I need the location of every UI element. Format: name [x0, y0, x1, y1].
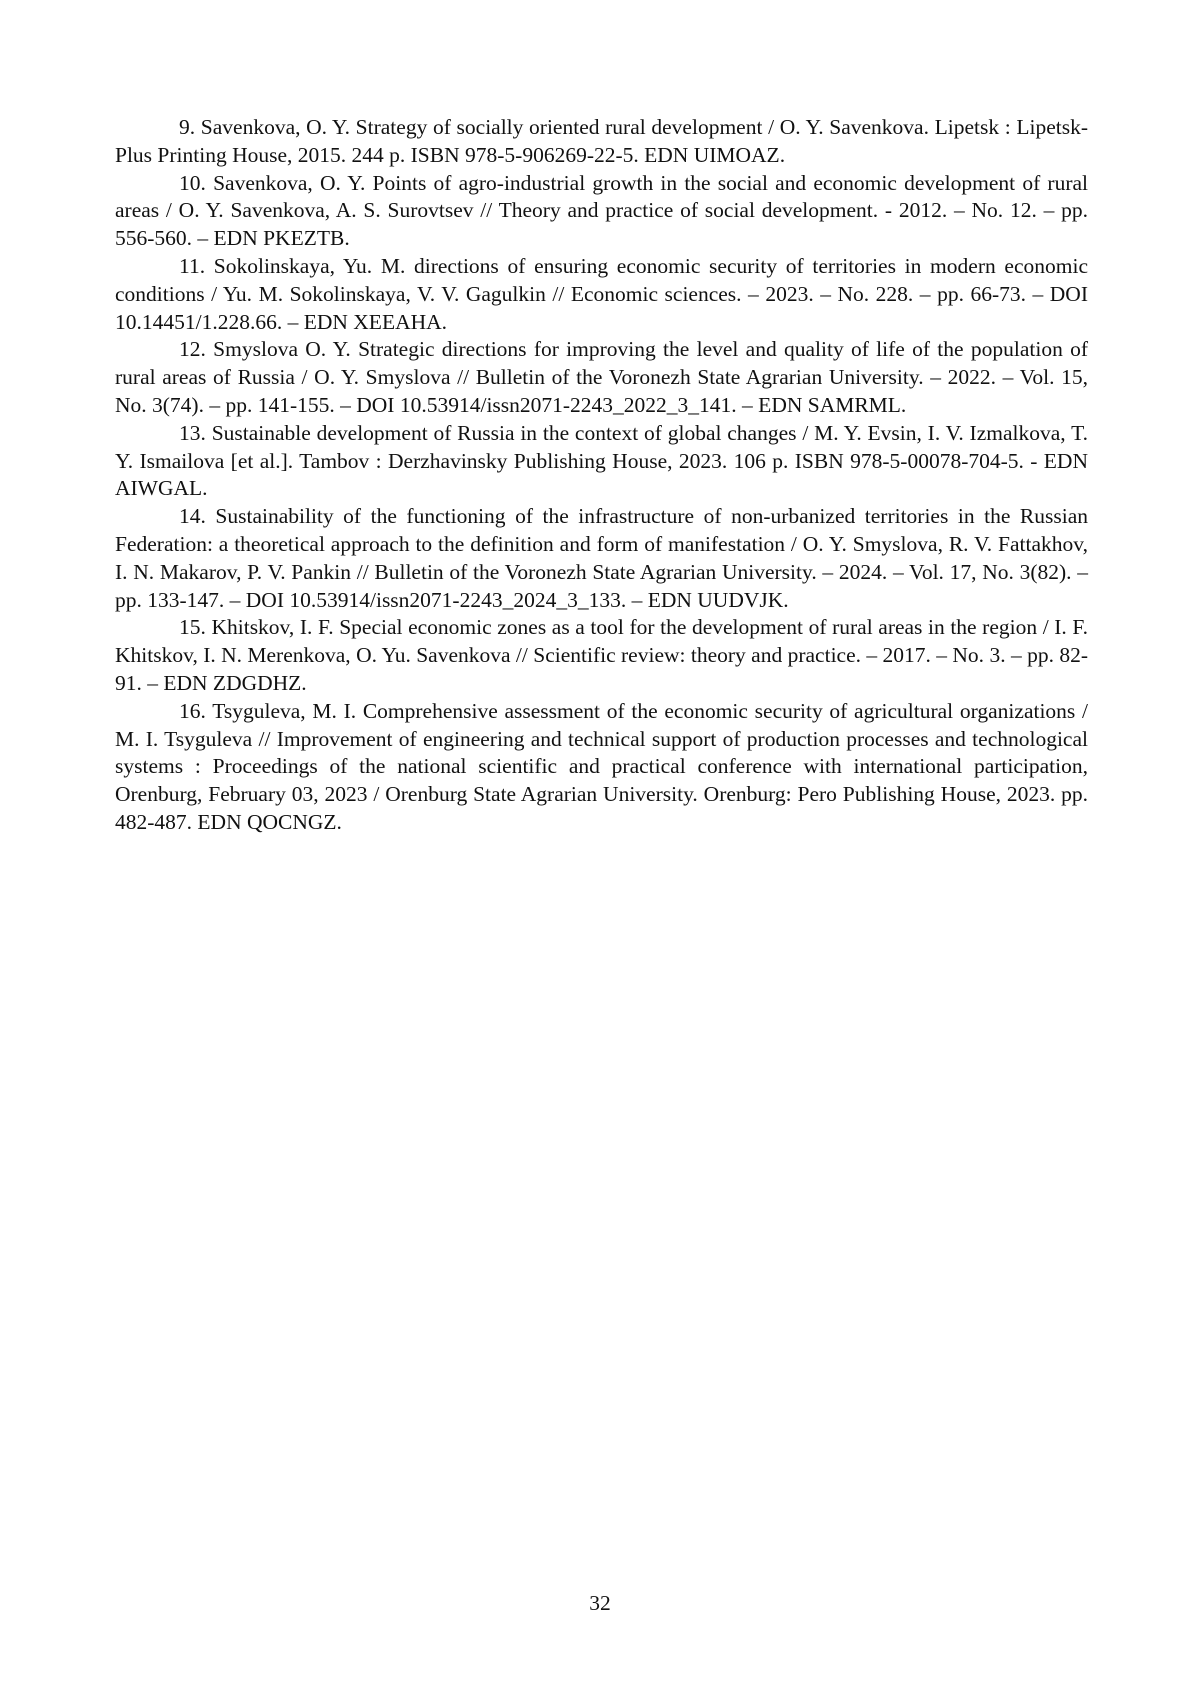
- reference-list: [115, 114, 1088, 837]
- reference-item: [115, 698, 1088, 837]
- reference-item: [115, 614, 1088, 697]
- reference-text: Tsyguleva, M. I. Comprehensive assessment of the economic security of agricultural organizations / M. I. Tsyguleva // Improvement of engineering and technical support of production processes and technological systems : Proceedings of the national scientific and practical conference with international participation, Orenburg, February 03, 2023 / Orenburg State Agrarian University. Orenburg: Pero Publishing House, 2023. pp. 482-487. EDN QOCNGZ.: [115, 698, 1088, 834]
- reference-text: Khitskov, I. F. Special economic zones as a tool for the development of rural areas in the region / I. F. Khitskov, I. N. Merenkova, O. Yu. Savenkova // Scientific review: theory and practice. – 2017. – No. 3. – pp. 82-91. – EDN ZDGDHZ.: [115, 615, 1088, 695]
- reference-number: 11.: [179, 253, 206, 278]
- reference-item: [115, 253, 1088, 336]
- reference-number: 10.: [179, 170, 206, 195]
- reference-text: Savenkova, O. Y. Strategy of socially oriented rural development / O. Y. Savenkova. Lipetsk : Lipetsk-Plus Printing House, 2015. 244 p. ISBN 978-5-906269-22-5. EDN UIMOAZ.: [115, 115, 1089, 167]
- reference-item: [115, 336, 1088, 419]
- reference-number: 13.: [179, 420, 206, 445]
- reference-number: 9.: [179, 115, 196, 139]
- reference-number: 15.: [179, 615, 206, 640]
- reference-text: Savenkova, O. Y. Points of agro-industrial growth in the social and economic development of rural areas / O. Y. Savenkova, A. S. Surovtsev // Theory and practice of social development. - 2012. – No. 12. – pp. 556-560. – EDN PKEZTB.: [115, 170, 1088, 251]
- reference-text: Sustainability of the functioning of the infrastructure of non-urbanized territories in the Russian Federation: a theoretical approach to the definition and form of manifestation / O. Y. Smyslova, R. V. Fattakhov, I. N. Makarov, P. V. Pankin // Bulletin of the Voronezh State Agrarian University. – 2024. – Vol. 17, No. 3(82). – pp. 133-147. – DOI 10.53914/issn2071-2243_2024_3_133. – EDN UUDVJK.: [115, 504, 1089, 612]
- reference-text: Sustainable development of Russia in the context of global changes / M. Y. Evsin, I. V. Izmalkova, T. Y. Ismailova [et al.]. Tambov : Derzhavinsky Publishing House, 2023. 106 p. ISBN 978-5-00078-704-5. - EDN AIWGAL.: [115, 420, 1088, 501]
- reference-item: [115, 503, 1088, 614]
- reference-number: 14.: [179, 504, 206, 529]
- reference-text: Smyslova O. Y. Strategic directions for improving the level and quality of life of the population of rural areas of Russia / O. Y. Smyslova // Bulletin of the Voronezh State Agrarian University. – 2022. – Vol. 15, No. 3(74). – pp. 141-155. – DOI 10.53914/issn2071-2243_2022_3_141. – EDN SAMRML.: [115, 337, 1089, 417]
- reference-number: 12.: [179, 337, 206, 362]
- reference-item: [115, 114, 1088, 170]
- reference-number: 16.: [179, 698, 206, 723]
- page-number: 32: [589, 1591, 611, 1615]
- reference-text: Sokolinskaya, Yu. M. directions of ensuring economic security of territories in modern economic conditions / Yu. M. Sokolinskaya, V. V. Gagulkin // Economic sciences. – 2023. – No. 228. – pp. 66-73. – DOI 10.14451/1.228.66. – EDN XEEAHA.: [115, 253, 1088, 334]
- reference-item: [115, 420, 1088, 503]
- reference-item: [115, 170, 1088, 253]
